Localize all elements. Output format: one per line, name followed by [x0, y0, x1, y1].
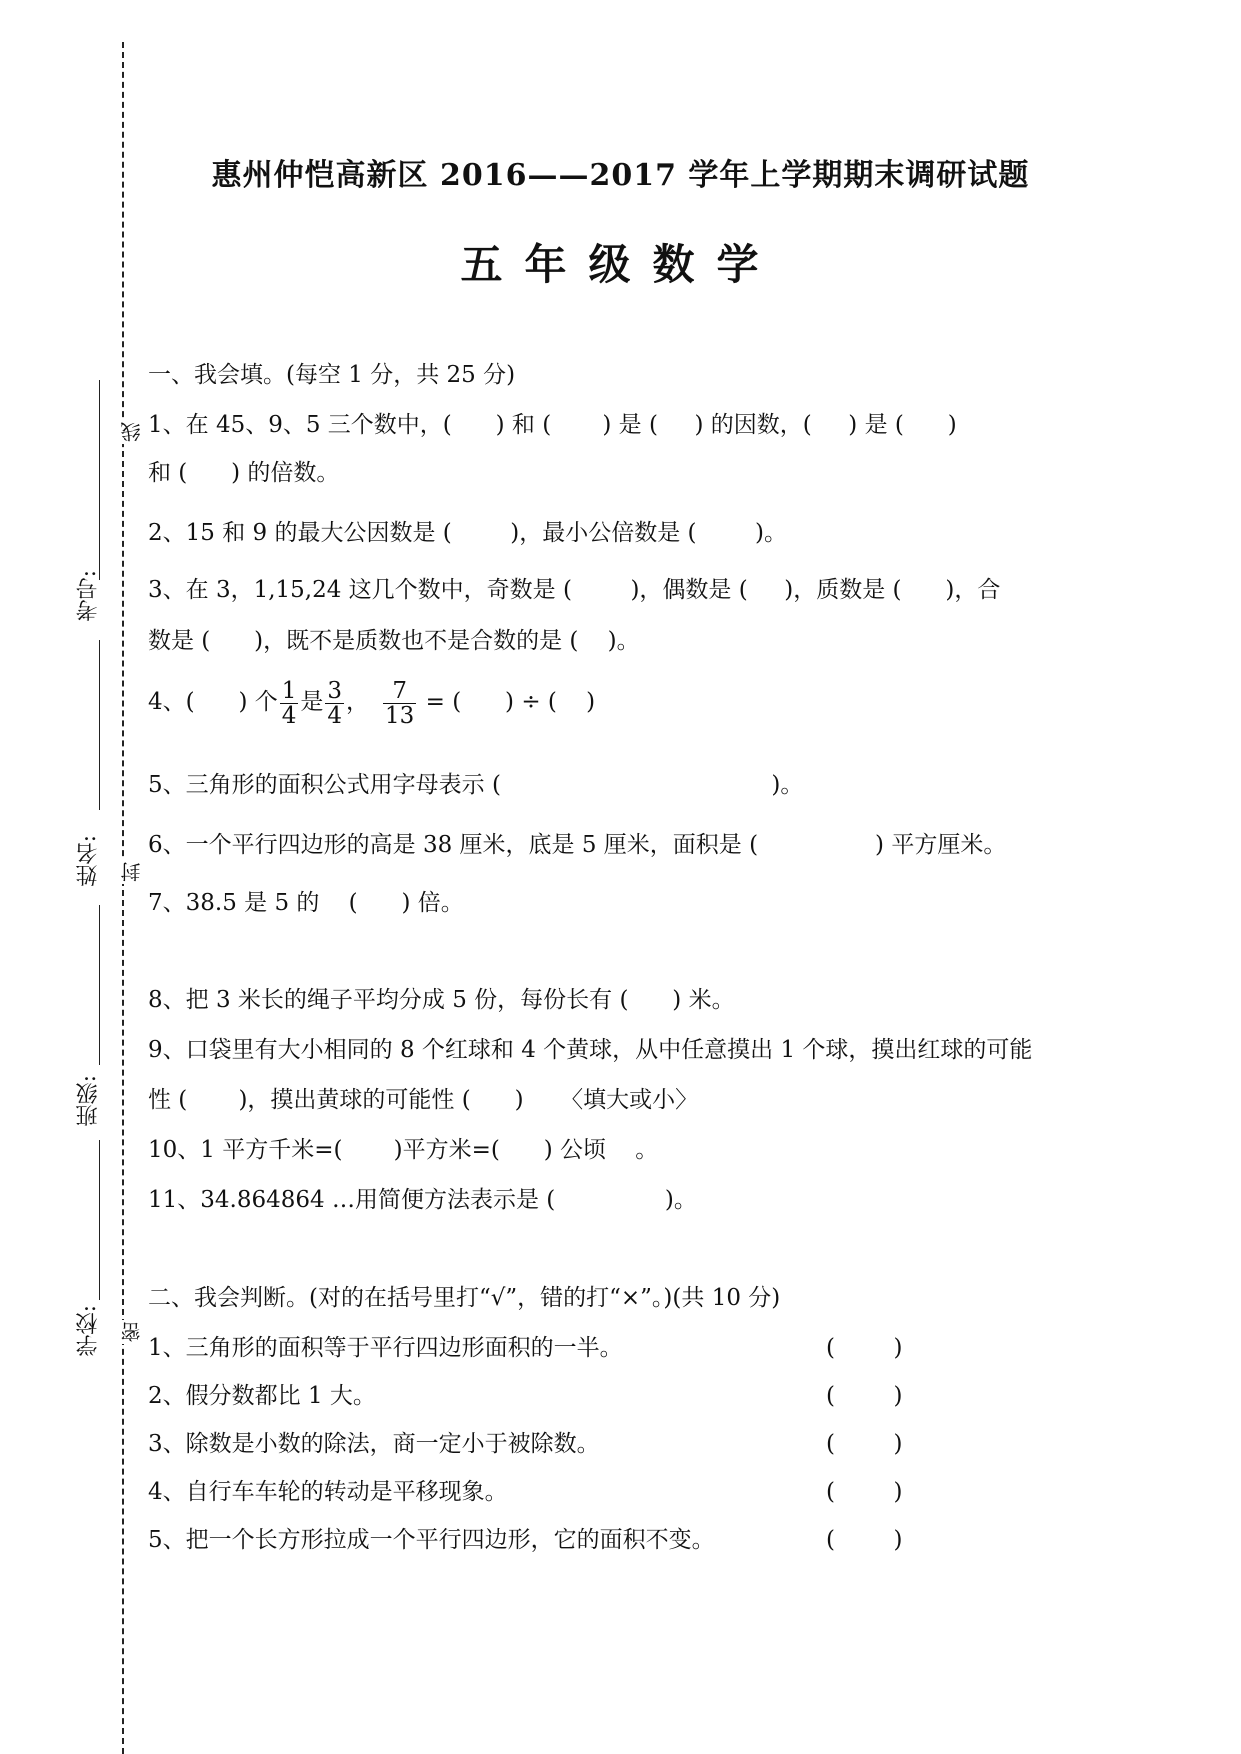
margin-rule-exam-number [99, 380, 100, 580]
s2-answer-paren-2: ( ) [826, 1383, 903, 1409]
s2-answer-paren-3: ( ) [826, 1431, 903, 1457]
margin-label-school: 学校: [76, 1305, 101, 1357]
s2-answer-paren-4: ( ) [826, 1479, 903, 1505]
seal-char-line: 线 [117, 420, 146, 444]
s2-item-1: 1、三角形的面积等于平行四边形面积的一半。 [148, 1335, 623, 1361]
seal-char-secret: 密 [117, 1320, 146, 1344]
section1-title: 一、我会填。(每空 1 分，共 25 分) [148, 362, 516, 388]
s1-line-3: 2、15 和 9 的最大公因数是 ( )，最小公倍数是 ( )。 [148, 520, 787, 546]
s1-line-q9b: 性 ( )，摸出黄球的可能性 ( ) 〈填大或小〉 [148, 1087, 699, 1113]
fraction-7-13 [383, 679, 416, 728]
fraction-denominator: 13 [385, 702, 415, 729]
s1-line-q9a: 9、口袋里有大小相同的 8 个红球和 4 个黄球，从中任意摸出 1 个球，摸出红球的可能 [148, 1037, 1033, 1063]
s2-answer-paren-1: ( ) [826, 1335, 903, 1361]
fraction-denominator: 4 [281, 702, 297, 729]
s2-item-4: 4、自行车车轮的转动是平移现象。 [148, 1479, 508, 1505]
s1-line-5: 数是 ( )，既不是质数也不是合数的是 ( )。 [148, 628, 640, 654]
margin-label-exam-number: 考号: [76, 570, 101, 622]
s1-line-q7: 7、38.5 是 5 的 ( ) 倍。 [148, 890, 464, 916]
q4-comma: ， [346, 689, 370, 715]
s1-line-1: 1、在 45、9、5 三个数中，( ) 和 ( ) 是 ( ) 的因数，( ) 是 ( ) [148, 412, 957, 438]
s1-line-q11: 11、34.864864 …用简便方法表示是 ( )。 [148, 1187, 697, 1213]
s1-line-q8: 8、把 3 米长的绳子平均分成 5 份，每份长有 ( ) 米。 [148, 987, 735, 1013]
s2-answer-paren-5: ( ) [826, 1527, 903, 1553]
s2-item-5: 5、把一个长方形拉成一个平行四边形，它的面积不变。 [148, 1527, 715, 1553]
q4-mid: 是 [300, 689, 324, 715]
s1-line-2: 和 ( ) 的倍数。 [148, 460, 340, 486]
fraction-1-4 [280, 679, 299, 728]
q4-prefix: 4、( ) 个 [148, 689, 278, 715]
margin-label-name: 姓名: [76, 835, 101, 887]
s1-line-q5: 5、三角形的面积公式用字母表示 ( )。 [148, 772, 804, 798]
margin-label-class: 班级: [76, 1075, 101, 1127]
s2-item-3: 3、除数是小数的除法，商一定小于被除数。 [148, 1431, 600, 1457]
exam-subject-title: 五年级数学 [460, 240, 781, 289]
seal-char-seal: 封 [117, 860, 146, 884]
margin-rule-name [99, 640, 100, 810]
margin-rule-class [99, 905, 100, 1065]
fraction-numerator: 1 [281, 677, 297, 704]
margin-rule-school [99, 1140, 100, 1300]
exam-header: 惠州仲恺高新区 2016——2017 学年上学期期末调研试题 [211, 158, 1030, 193]
s1-line-q10: 10、1 平方千米=( )平方米=( ) 公顷 。 [148, 1137, 659, 1163]
fraction-3-4 [325, 679, 344, 728]
section2-title: 二、我会判断。(对的在括号里打“√”，错的打“×”。)(共 10 分) [148, 1285, 781, 1311]
fraction-numerator: 3 [327, 677, 343, 704]
q4-suffix: = ( ) ÷ ( ) [418, 689, 596, 715]
binding-dashed-line [122, 42, 124, 1754]
s1-line-q6: 6、一个平行四边形的高是 38 厘米，底是 5 厘米，面积是 ( ) 平方厘米。 [148, 832, 1007, 858]
s1-line-4: 3、在 3，1,15,24 这几个数中，奇数是 ( )，偶数是 ( )，质数是 ( )，合 [148, 577, 1001, 603]
s2-item-2: 2、假分数都比 1 大。 [148, 1383, 376, 1409]
s1-question-4 [148, 675, 595, 729]
fraction-denominator: 4 [327, 702, 343, 729]
fraction-numerator: 7 [383, 679, 416, 704]
